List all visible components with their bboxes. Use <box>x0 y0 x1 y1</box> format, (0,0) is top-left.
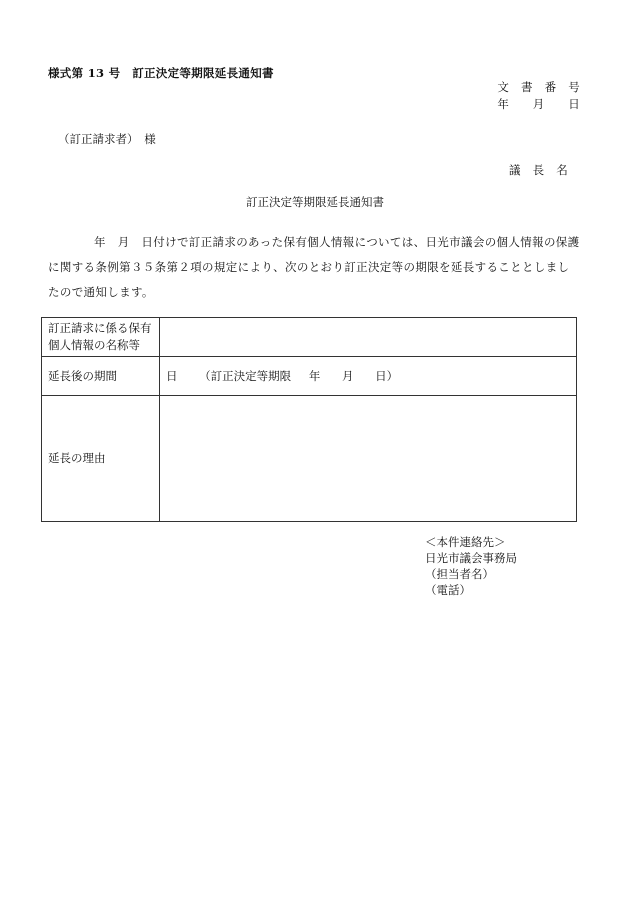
period-label: 延長後の期間 <box>42 357 160 396</box>
sender-chair-name: 議 長 名 <box>509 163 568 177</box>
info-name-label <box>42 318 160 357</box>
form-number: 様式第 13 号 訂正決定等期限延長通知書 <box>48 66 274 80</box>
addressee: （訂正請求者） 様 <box>58 132 156 146</box>
date-line: 年 月 日 <box>497 97 580 111</box>
contact-office: 日光市議会事務局 <box>425 551 517 565</box>
contact-heading: ＜本件連絡先＞ <box>425 535 506 549</box>
reason-label: 延長の理由 <box>42 396 160 522</box>
table-row <box>42 318 577 357</box>
deadline-year: 年 <box>308 369 321 383</box>
period-value <box>160 357 577 396</box>
label-line: 訂正請求に係る保有 <box>48 321 152 335</box>
contact-person: （担当者名） <box>425 567 494 581</box>
info-table <box>41 317 577 522</box>
info-name-value <box>160 318 577 357</box>
document-number: 文 書 番 号 <box>497 80 580 94</box>
contact-phone: （電話） <box>425 583 471 597</box>
document-title: 訂正決定等期限延長通知書 <box>246 195 384 209</box>
table-row <box>42 396 577 522</box>
contact-block <box>425 534 517 598</box>
deadline-label: （訂正決定等期限 <box>199 369 292 383</box>
reason-value <box>160 396 577 522</box>
body-paragraph: 年 月 日付けで訂正請求のあった保有個人情報については、日光市議会の個人情報の保護に関する条例第３５条第２項の規定により、次のとおり訂正決定等の期限を延長することとしましたので通知します。 <box>48 235 580 299</box>
table-row <box>42 357 577 396</box>
deadline-day: 日） <box>375 369 399 383</box>
deadline-month: 月 <box>341 369 354 383</box>
period-day: 日 <box>166 369 178 383</box>
label-line: 個人情報の名称等 <box>48 338 140 352</box>
